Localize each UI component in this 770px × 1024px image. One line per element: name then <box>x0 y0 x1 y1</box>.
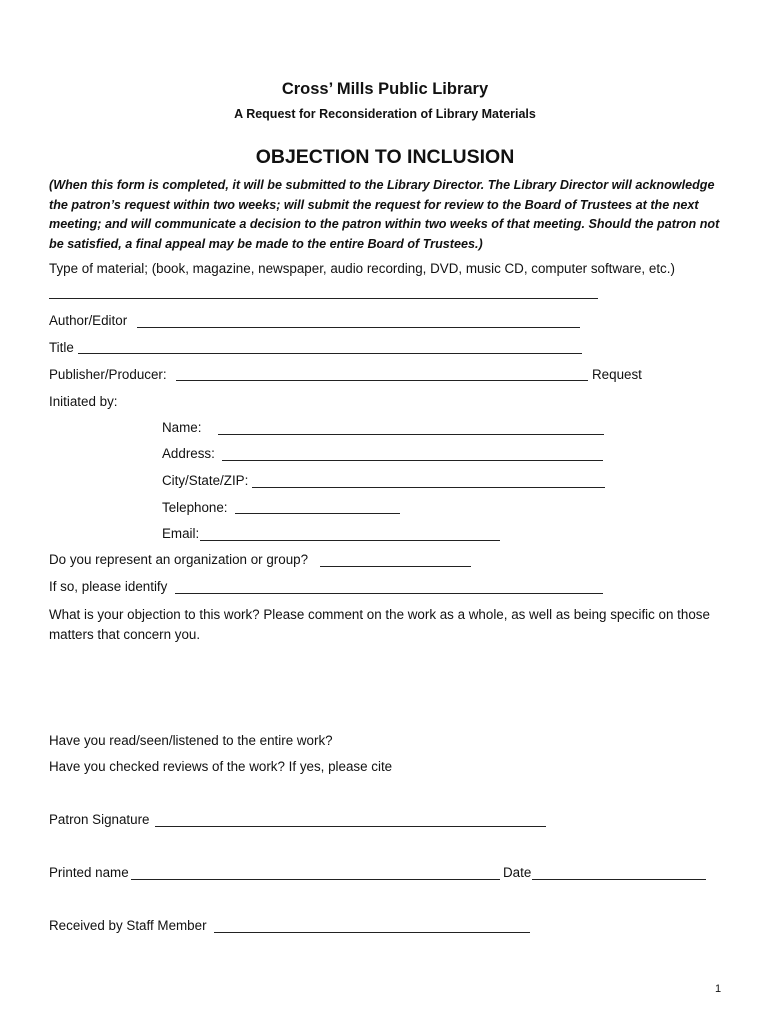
author-label: Author/Editor <box>49 313 128 328</box>
initiated-by-label: Initiated by: <box>49 394 118 409</box>
date-label: Date <box>503 865 532 880</box>
telephone-line[interactable] <box>235 513 400 514</box>
form-title: OBJECTION TO INCLUSION <box>255 146 515 168</box>
instructions-paragraph: (When this form is completed, it will be submitted to the Library Director. The Library Director will acknowledge the patron’s request within two weeks; will submit the request for review to the Board of Trustees at the next meeting; and will communicate a decision to the patron within two weeks of that meeting. Should the patron not be satisfied, a final appeal may be made to the entire Board of Trustees.) <box>49 178 720 252</box>
printed-name-label: Printed name <box>49 865 129 880</box>
staff-member-line[interactable] <box>214 932 530 933</box>
title-line[interactable] <box>78 353 582 354</box>
printed-name-line[interactable] <box>131 879 500 880</box>
address-label: Address: <box>162 446 215 461</box>
publisher-label: Publisher/Producer: <box>49 367 167 382</box>
organization-line[interactable] <box>320 566 471 567</box>
name-label: Name: <box>162 420 202 435</box>
page-number: 1 <box>715 983 722 995</box>
date-line[interactable] <box>532 879 706 880</box>
title-label: Title <box>49 340 74 355</box>
request-label: Request <box>592 367 642 382</box>
name-line[interactable] <box>218 434 604 435</box>
city-state-zip-line[interactable] <box>252 487 605 488</box>
telephone-label: Telephone: <box>162 500 228 515</box>
library-name: Cross’ Mills Public Library <box>281 80 489 98</box>
objection-question: What is your objection to this work? Please comment on the work as a whole, as well as being specific on those matters that concern you. <box>49 607 710 642</box>
author-line[interactable] <box>137 327 580 328</box>
city-state-zip-label: City/State/ZIP: <box>162 473 249 488</box>
identify-line[interactable] <box>175 593 603 594</box>
email-line[interactable] <box>200 540 500 541</box>
form-subtitle: A Request for Reconsideration of Library Materials <box>234 107 536 121</box>
staff-member-label: Received by Staff Member <box>49 918 207 933</box>
organization-label: Do you represent an organization or group? <box>49 552 309 567</box>
address-line[interactable] <box>222 460 603 461</box>
read-question: Have you read/seen/listened to the entire work? <box>49 733 333 748</box>
reviews-question: Have you checked reviews of the work? If yes, please cite <box>49 759 393 774</box>
material-type-line[interactable] <box>49 298 598 299</box>
material-type-label: Type of material; (book, magazine, newspaper, audio recording, DVD, music CD, computer software, etc.) <box>49 261 675 276</box>
publisher-line[interactable] <box>176 380 588 381</box>
patron-signature-label: Patron Signature <box>49 812 150 827</box>
email-label: Email: <box>162 526 200 541</box>
patron-signature-line[interactable] <box>155 826 546 827</box>
identify-label: If so, please identify <box>49 579 168 594</box>
